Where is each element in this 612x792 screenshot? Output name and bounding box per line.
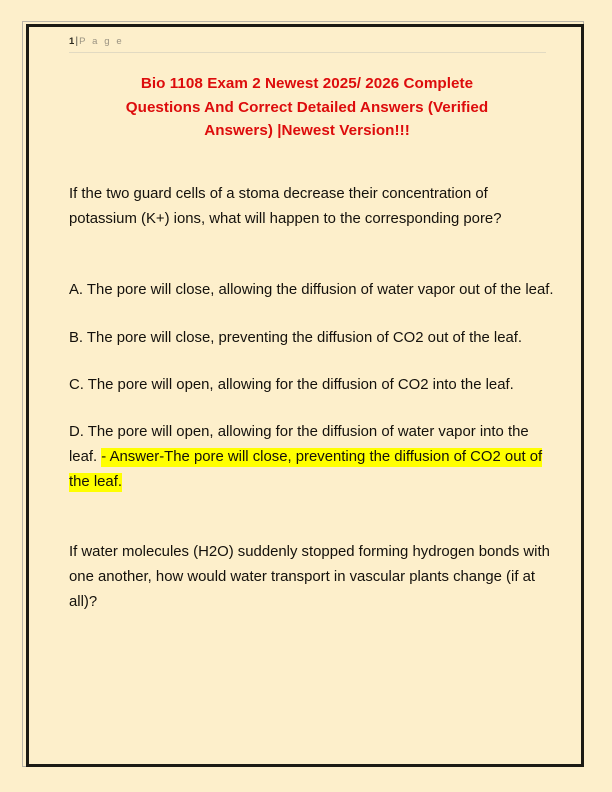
spacer xyxy=(69,232,556,278)
header-page-word: P a g e xyxy=(79,36,124,47)
document-body xyxy=(69,182,556,615)
spacer xyxy=(69,496,556,540)
header-divider xyxy=(69,52,546,53)
question-2: If water molecules (H2O) suddenly stopped forming hydrogen bonds with one another, how would water transport in vascular plants change (if at all)? xyxy=(69,543,550,611)
option-d-text: D. The pore will open, allowing for the diffusion of water vapor into the leaf. xyxy=(69,424,529,466)
option-c: C. The pore will open, allowing for the diffusion of CO2 into the leaf. xyxy=(69,376,514,393)
option-b: B. The pore will close, preventing the diffusion of CO2 out of the leaf. xyxy=(69,329,523,346)
option-a: A. The pore will close, allowing the diffusion of water vapor out of the leaf. xyxy=(69,282,554,299)
question-1: If the two guard cells of a stoma decrease their concentration of potassium (K+) ions, what will happen to the corresponding pore? xyxy=(69,186,502,228)
spacer xyxy=(69,398,556,420)
title-line-2: Questions And Correct Detailed Answers (Verified xyxy=(125,98,489,116)
page-content xyxy=(29,27,581,764)
document-title xyxy=(65,72,549,143)
header-page-number: 1 xyxy=(69,36,75,47)
spacer xyxy=(69,351,556,373)
answer-highlight: - Answer-The pore will close, preventing the diffusion of CO2 out of the leaf. xyxy=(69,449,543,491)
spacer xyxy=(69,304,556,326)
title-line-1: Bio 1108 Exam 2 Newest 2025/ 2026 Complete xyxy=(140,75,474,92)
header-separator: | xyxy=(75,36,79,47)
option-d xyxy=(69,420,556,496)
running-header xyxy=(69,35,549,57)
title-line-3: Answers) |Newest Version!!! xyxy=(204,122,410,139)
